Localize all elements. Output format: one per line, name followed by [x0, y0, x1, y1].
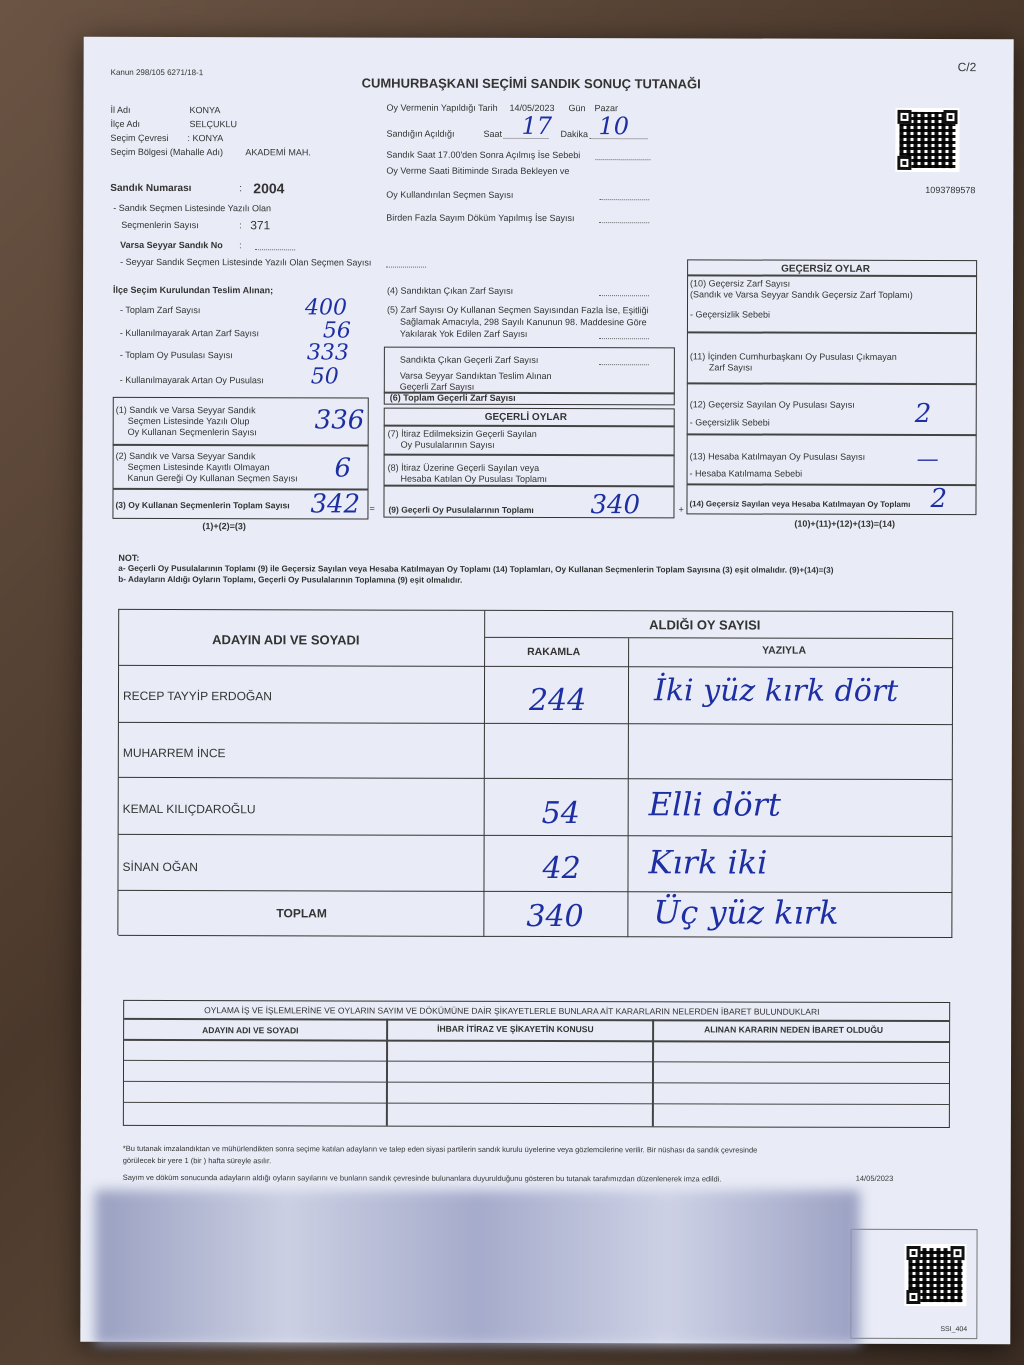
qr-code-icon [895, 108, 959, 172]
cevre-value: : KONYA [187, 133, 224, 144]
registered-label-1: - Sandık Seçmen Listesinde Yazılı Olan [113, 202, 272, 214]
document-number: 1093789578 [925, 184, 976, 196]
voters-r3-label: (3) Oy Kullanan Seçmenlerin Toplam Sayısı [115, 499, 290, 511]
complaints-table [123, 1000, 950, 1128]
valid-votes-heading: GEÇERLİ OYLAR [484, 411, 567, 424]
voters-r1-l1: (1) Sandık ve Varsa Seyyar Sandık [115, 404, 256, 416]
results-col-written: YAZIYLA [762, 644, 807, 657]
box-number-value: 2004 [253, 180, 285, 197]
invalid-r13-reason: - Hesaba Katılmama Sebebi [689, 468, 803, 479]
received-label-1: - Kullanılmayarak Artan Zarf Sayısı [119, 327, 260, 339]
il-label: İl Adı [110, 104, 131, 115]
notes-title: NOT: [118, 552, 140, 563]
ilce-value: SELÇUKLU [189, 119, 238, 130]
il-value: KONYA [189, 105, 221, 116]
candidate-votes-number: 54 [541, 795, 580, 832]
env-r4: (4) Sandıktan Çıkan Zarf Sayısı [387, 285, 514, 296]
bolge-label: Seçim Bölgesi (Mahalle Adı) [110, 146, 223, 158]
results-total-label: TOPLAM [276, 906, 327, 921]
candidate-name: RECEP TAYYİP ERDOĞAN [122, 688, 272, 704]
candidate-votes-written: Kırk iki [648, 843, 768, 882]
invalid-r13-value: — [916, 446, 939, 473]
minute-value: 10 [598, 112, 630, 141]
invalid-r12-reason: - Geçersizlik Sebebi [689, 417, 770, 428]
complaints-heading: OYLAMA İŞ VE İŞLEMLERİNE VE OYLARIN SAYIM VE DÖKÜMÜNE DAİR ŞİKAYETLERLE BUNLARA AİT KARARLARIN NELERDEN İBARET BULUNDUKLARI [204, 1005, 820, 1017]
env-r5-l2: Sağlamak Amacıyla, 298 Sayılı Kanunun 98. Maddesine Göre [399, 316, 647, 328]
form-title: CUMHURBAŞKANI SEÇİMİ SANDIK SONUÇ TUTANAĞI [361, 75, 701, 92]
received-label-0: - Toplam Zarf Sayısı [119, 304, 201, 316]
candidate-votes-written: Elli dört [648, 785, 781, 824]
law-reference: Kanun 298/105 6271/18-1 [110, 67, 204, 78]
results-col-votes: ALDIĞI OY SAYISI [649, 617, 761, 633]
footer-line2: görülecek bir yere 1 (bir ) hafta süreyle asılır. [122, 1155, 272, 1166]
valid-r7-l2: Oy Pusulalarının Sayısı [400, 439, 495, 450]
mobile-voters-label: - Seyyar Sandık Seçmen Listesinde Yazılı Olan Seçmen Sayısı [120, 256, 372, 268]
env-r5-l3: Yakılarak Yok Edilen Zarf Sayısı [399, 328, 528, 339]
invalid-r14-label: (14) Geçersiz Sayılan veya Hesaba Katılmayan Oy Toplamı [689, 499, 911, 509]
voters-label: Oy Kullandırılan Seçmen Sayısı [386, 189, 514, 200]
invalid-r11-l2: Zarf Sayısı [708, 362, 753, 373]
waiting-label: Oy Verme Saati Bitiminde Sırada Bekleyen ve [386, 165, 570, 177]
voters-r1-l2: Seçmen Listesinde Yazılı Olup [127, 415, 250, 427]
voters-r2-l2: Seçmen Listesinde Kayıtlı Olmayan [127, 461, 270, 473]
registered-value: 371 [250, 218, 271, 233]
blurred-signatures [95, 1190, 860, 1345]
invalid-r10-l2: (Sandık ve Varsa Seyyar Sandık Geçersiz Zarf Toplamı) [690, 289, 913, 300]
voters-r2-value: 6 [334, 453, 352, 484]
opened-label: Sandığın Açıldığı [386, 128, 455, 139]
complaints-col3: ALINAN KARARIN NEDEN İBARET OLDUĞU [704, 1024, 884, 1035]
results-table [117, 609, 953, 937]
notes-a: a- Geçerli Oy Pusulalarının Toplamı (9) ile Geçersiz Sayılan veya Hesaba Katılmayan Oy Toplamı (14) Toplamları, Oy Kullanan Seçmenlerin Toplam Sayısına (3) eşit olmalıdır. (9)+(14)=(3) [118, 563, 834, 575]
received-value-2: 333 [306, 340, 349, 366]
valid-r9-label: (9) Geçerli Oy Pusulalarının Toplamı [388, 504, 534, 515]
invalid-r10-l1: (10) Geçersiz Zarf Sayısı [690, 278, 791, 289]
qr-code-icon [904, 1244, 966, 1306]
footer-date: 14/05/2023 [855, 1173, 894, 1183]
after17-label: Sandık Saat 17.00'den Sonra Açılmış İse Sebebi [386, 149, 581, 161]
received-label-2: - Toplam Oy Pusulası Sayısı [119, 349, 233, 361]
invalid-r12-l1: (12) Geçersiz Sayılan Oy Pusulası Sayısı [689, 399, 855, 410]
candidate-votes-written: İki yüz kırk dört [653, 673, 899, 709]
invalid-r12-value: 2 [914, 398, 932, 430]
invalid-r10-reason: - Geçersizlik Sebebi [689, 309, 771, 320]
mobile-env-l1: Varsa Seyyar Sandıktan Teslim Alınan [399, 370, 552, 382]
received-value-1: 56 [322, 318, 351, 344]
invalid-r14-value: 2 [930, 484, 948, 515]
voters-r2-l1: (2) Sandık ve Varsa Seyyar Sandık [115, 450, 256, 462]
complaints-col2: İHBAR İTİRAZ VE ŞİKAYETİN KONUSU [437, 1023, 594, 1035]
candidate-votes-number: 244 [528, 682, 587, 719]
day-label: Gün [568, 103, 586, 114]
results-total-number: 340 [526, 898, 584, 935]
box-number-label: Sandık Numarası [110, 182, 192, 195]
complaints-col1: ADAYIN ADI VE SOYADI [202, 1025, 299, 1036]
candidate-name: SİNAN OĞAN [122, 859, 198, 875]
footer-line3: Sayım ve döküm sonucunda adayların aldığı oyların sayılarını ve bunların sandık çevresinde bulunanlara duyurulduğunu gösteren bu tutanak tarafımızdan düzenlenerek imza edildi. [122, 1172, 722, 1184]
valid-r9-value: 340 [590, 490, 641, 521]
day-value: Pazar [594, 103, 619, 114]
election-result-form: Kanun 298/105 6271/18-1 CUMHURBAŞKANI SEÇİMİ SANDIK SONUÇ TUTANAĞI C/2 1093789578 İl Adı KONYA İlçe Adı SELÇUKLU Seçim Çevresi : KONYA Seçim Bölgesi (Mahalle Adı) AKADEMİ MAH. Oy Vermenin Yapıldığı Tarih 14/05/2023 Gün Pazar Sandığın Açıldığı Saat 17 Dakika 10 Sandık Saat 17.00'den Sonra Açılmış İse Sebebi Oy Verme Saati Bitiminde Sırada Bekleyen ve Oy Kullandırılan Seçmen Sayısı Birden Fazla Sayım Döküm Yapılmış İse Sayısı Sandık Numarası : 2004 - Sandık Seçmen Listesinde Yazılı Olan Seçmenlerin Sayısı : 371 Varsa Seyyar Sandık No : - Seyyar Sandık Seçmen Listesinde Yazılı Olan Seçmen Sayısı İlçe Seçim Kurulundan Teslim Alınan; - Toplam Zarf Sayısı 400 - Kullanılmayarak Artan Zarf Sayısı 56 - Toplam Oy Pusulası Sayısı 333 - Kullanılmayarak Artan Oy Pusulası 50 (1) Sandık ve Varsa Seyyar Sandık Seçmen Listesinde Yazılı Olup Oy Kullanan Seçmenlerin Sayısı 336 (2) Sandık ve Varsa Seyyar Sandık Seçmen Listesinde Kayıtlı Olmayan Kanun Gereği Oy Kullanan Seçmen Sayısı 6 (3) Oy Kullanan Seçmenlerin Toplam Sayısı 342 = (1)+(2)=(3) (4) Sandıktan Çıkan Zarf Sayısı (5) Zarf Sayısı Oy Kullanan Seçmen Sayısından Fazla İse, Eşitliği Sağlamak Amacıyla, 298 Sayılı Kanunun 98. Maddesine Göre Yakılarak Yok Edilen Zarf Sayısı Sandıkta Çıkan Geçerli Zarf Sayısı Varsa Seyyar Sandıktan Teslim Alınan Geçerli Zarf Sayısı (6) Toplam Geçerli Zarf Sayısı GEÇERLİ OYLAR (7) İtiraz Edilmeksizin Geçerli Sayılan Oy Pusulalarının Sayısı (8) İtiraz Üzerine Geçerli Sayılan veya Hesaba Katılan Oy Pusulası Toplamı (9) Geçerli Oy Pusulalarının Toplamı 340 + GEÇERSİZ OYLAR (10) Geçersiz Zarf Sayısı (Sandık ve Varsa Seyyar Sandık Geçersiz Zarf Toplamı) - Geçersizlik Sebebi (11) İçinden Cumhurbaşkanı Oy Pusulası Çıkmayan Zarf Sayısı (12) Geçersiz Sayılan Oy Pusulası Sayısı 2 - Geçersizlik Sebebi (13) Hesaba Katılmayan Oy Pusulası Sayısı — - Hesaba Katılmama Sebebi (14) Geçersiz Sayılan veya Hesaba Katılmayan Oy Toplamı 2 (10)+(11)+(12)+(13)=(14) NOT: a- Geçerli Oy Pusulalarının Toplamı (9) ile Geçersiz Sayılan veya Hesaba Katılmayan Oy Toplamı (14) Toplamları, Oy Kullanan Seçmenlerin Toplam Sayısına (3) eşit olmalıdır. (9)+(14)=(3) b- Adayların Aldığı Oyların Toplamı, Geçerli Oy Pusulalarının Toplamına (9) eşit olmalıdır. ADAYIN ADI VE SOYADI ALDIĞI OY SAYISI RAKAMLA YAZIYLA RECEP TAYYİP ERDOĞAN 244 İki yüz kırk dört MUHARREM İNCE KEMAL KILIÇDAROĞLU 54 Elli dört SİNAN OĞAN 42 Kırk iki TOPLAM 340 Üç yüz kırk OYLAMA İŞ VE İŞLEMLERİNE VE OYLARIN SAYIM VE DÖKÜMÜNE DAİR ŞİKAYETLERLE BUNLARA AİT KARARLARIN NELERDEN İBARET BULUNDUKLARI ADAYIN ADI VE SOYADI İHBAR İTİRAZ VE ŞİKAYETİN KONUSU ALINAN KARARIN NEDEN İBARET OLDUĞU *Bu tutanak imzalandıktan ve mühürlendikten sonra seçime katılan adayların ve talep eden siyasi partilerin sandık kurulu üyelerine veya gözlemcilerine verilir. Bir nüshası da sandık çevresinde görülecek bir yere 1 (bir ) hafta süreyle asılır. Sayım ve döküm sonucunda adayların aldığı oyların sayılarını ve bunların sandık çevresinde bulunanlara duyurulduğunu gösteren bu tutanak tarafımızdan düzenlenerek imza edildi. 14/05/2023 SSI_404 [80, 37, 1013, 1344]
candidate-name: KEMAL KILIÇDAROĞLU [122, 801, 256, 817]
valid-r7-l1: (7) İtiraz Edilmeksizin Geçerli Sayılan [387, 428, 537, 439]
form-code: C/2 [957, 60, 977, 75]
results-col-numeric: RAKAMLA [527, 645, 581, 659]
ilce-label: İlçe Adı [110, 118, 141, 129]
invalid-heading: GEÇERSİZ OYLAR [781, 263, 871, 275]
notes-b: b- Adayların Aldığı Oyların Toplamı, Geçerli Oy Pusulalarının Toplamına (9) eşit olmalıdır. [118, 574, 463, 585]
voters-r1-l3: Oy Kullanan Seçmenlerin Sayısı [127, 426, 257, 438]
mobile-box-label: Varsa Seyyar Sandık No [120, 239, 223, 251]
hour-value: 17 [521, 111, 553, 141]
footer-line1: *Bu tutanak imzalandıktan ve mühürlendikten sonra seçime katılan adayların ve talep eden siyasi partilerin sandık kurulu üyelerine veya gözlemcilerine verilir. Bir nüshası da sandık çevresinde [122, 1143, 758, 1155]
mobile-env-l2: Geçerli Zarf Sayısı [399, 381, 475, 392]
ssi-code: SSI_404 [940, 1326, 968, 1334]
env-r6: (6) Toplam Geçerli Zarf Sayısı [389, 392, 516, 403]
received-heading: İlçe Seçim Kurulundan Teslim Alınan; [113, 284, 274, 296]
minute-label: Dakika [560, 129, 588, 140]
registered-label-2: Seçmenlerin Sayısı [121, 219, 199, 231]
voters-r2-l3: Kanun Gereği Oy Kullanan Seçmen Sayısı [127, 472, 298, 484]
results-total-written: Üç yüz kırk [653, 893, 839, 932]
received-label-3: - Kullanılmayarak Artan Oy Pusulası [119, 374, 264, 386]
bolge-value: AKADEMİ MAH. [245, 147, 311, 158]
valid-r8-l2: Hesaba Katılan Oy Pusulası Toplamı [400, 473, 547, 484]
multi-count-label: Birden Fazla Sayım Döküm Yapılmış İse Sayısı [386, 212, 575, 224]
invalid-r13-l1: (13) Hesaba Katılmayan Oy Pusulası Sayısı [689, 451, 866, 462]
received-value-3: 50 [310, 364, 339, 390]
candidate-name: MUHARREM İNCE [122, 745, 226, 761]
valid-r8-l1: (8) İtiraz Üzerine Geçerli Sayılan veya [387, 462, 540, 473]
env-r5-l1: (5) Zarf Sayısı Oy Kullanan Seçmen Sayısından Fazla İse, Eşitliği [386, 304, 649, 316]
cevre-label: Seçim Çevresi [110, 132, 169, 144]
received-value-0: 400 [304, 295, 348, 321]
invalid-formula: (10)+(11)+(12)+(13)=(14) [794, 518, 896, 529]
hour-label: Saat [483, 128, 502, 139]
invalid-r11-l1: (11) İçinden Cumhurbaşkanı Oy Pusulası Çıkmayan [689, 351, 897, 362]
date-value: 14/05/2023 [509, 102, 555, 114]
date-label: Oy Vermenin Yapıldığı Tarih [386, 102, 498, 113]
voters-r3-value: 342 [310, 489, 361, 520]
results-col-name: ADAYIN ADI VE SOYADI [212, 632, 360, 648]
valid-env-label: Sandıkta Çıkan Geçerli Zarf Sayısı [399, 354, 539, 365]
voters-formula: (1)+(2)=(3) [202, 521, 246, 532]
voters-r1-value: 336 [314, 405, 365, 436]
candidate-votes-number: 42 [542, 850, 581, 887]
